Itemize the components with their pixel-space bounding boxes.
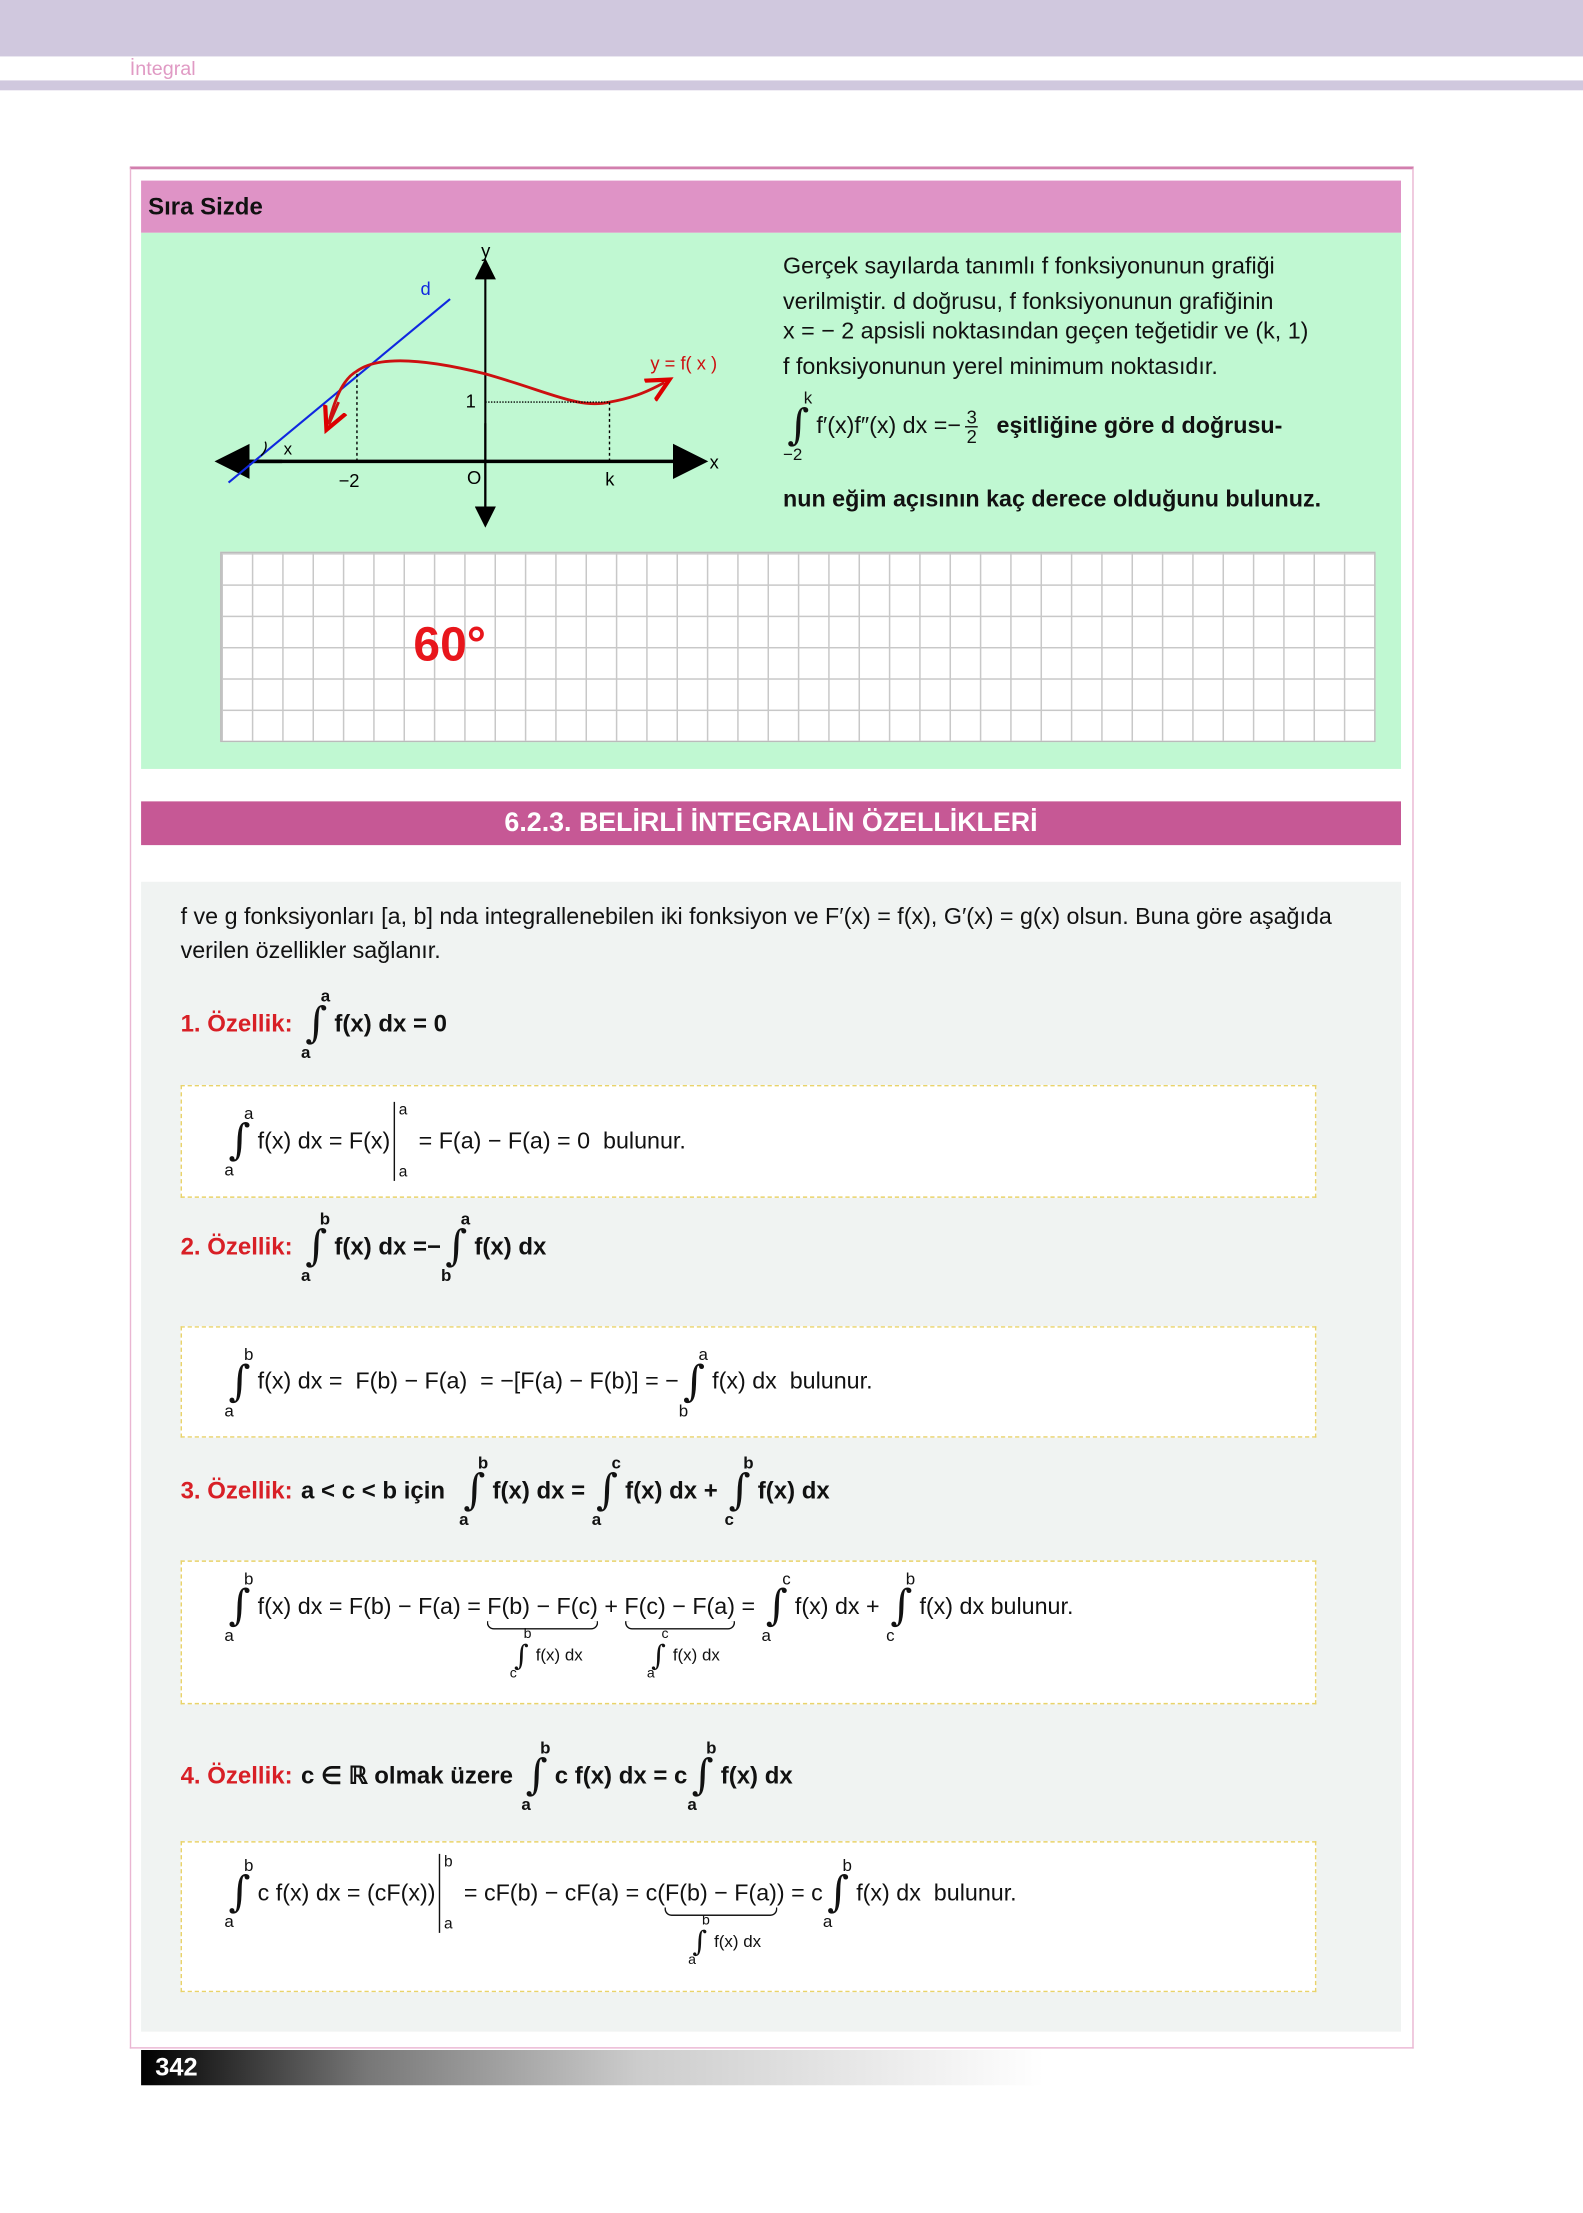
upper-limit: b — [743, 1453, 754, 1473]
page-footer — [141, 2050, 1044, 2085]
integral-sign — [459, 1453, 489, 1530]
math-text: ) = c — [776, 1879, 823, 1906]
integral-sign — [301, 1209, 331, 1286]
math-text: f(x) dx — [474, 1233, 547, 1260]
upper-limit: b — [701, 1912, 710, 1928]
math-text: = F(a) − F(a) = 0 bulunur. — [418, 1127, 686, 1154]
integral-sign — [224, 1568, 254, 1646]
integral-icon: ∫ — [728, 1465, 751, 1516]
upper-limit: b — [244, 1855, 254, 1876]
property-formula — [459, 1455, 830, 1528]
lower-limit: a — [521, 1794, 531, 1815]
integral-sign — [301, 986, 331, 1063]
math-text: f(x) dx — [720, 1762, 793, 1789]
question-integral-suffix: eşitliğine göre d doğrusu- — [996, 412, 1283, 439]
underbrace-annotation — [647, 1627, 720, 1681]
lower-limit: a — [224, 1911, 234, 1932]
lower-limit: a — [301, 1265, 311, 1286]
math-text: f(x) dx — [672, 1644, 720, 1665]
lower-limit: a — [688, 1951, 696, 1968]
underbrace-annotation — [688, 1914, 761, 1968]
math-text: f(x) dx = 0 — [334, 1010, 448, 1037]
question-line: Gerçek sayılarda tanımlı f fonksiyonunun grafiği — [783, 253, 1275, 280]
property-formula — [521, 1740, 792, 1813]
property-label: 3. Özellik: — [180, 1477, 293, 1504]
underbrace-annotation — [510, 1627, 583, 1681]
angle-arc — [261, 442, 266, 456]
lower-limit: a — [224, 1400, 234, 1421]
property-2-proof — [181, 1326, 1317, 1437]
y-axis-label: y — [481, 239, 491, 261]
integral-icon: ∫ — [890, 1581, 913, 1631]
math-text: c f(x) dx = c — [554, 1762, 688, 1789]
math-text: = cF(b) − cF(a) = c( — [463, 1879, 666, 1906]
upper-limit: a — [398, 1101, 408, 1119]
integral-sign — [646, 1626, 669, 1682]
math-text: f(x) dx bulunur. — [712, 1368, 873, 1394]
question-line: f fonksiyonunun yerel minimum noktasıdır. — [783, 354, 1218, 380]
upper-limit: a — [244, 1103, 254, 1124]
property-4-proof — [181, 1841, 1317, 1992]
lower-limit: a — [224, 1625, 234, 1646]
upper-limit: c — [782, 1568, 791, 1589]
math-text: F(b) − F(c) — [487, 1593, 598, 1619]
property-3-heading — [181, 1455, 830, 1528]
integral-sign — [509, 1626, 532, 1682]
integral-sign — [224, 1855, 254, 1932]
math-text: f(x) dx + — [625, 1477, 725, 1504]
section-intro: f ve g fonksiyonları [a, b] nda integrallenebilen iki fonksiyon ve F′(x) = f(x), G′(x) = g(x) olsun. Buna göre aşağıda verilen özellikler sağlanır. — [180, 904, 1332, 964]
integral-icon: ∫ — [692, 1923, 708, 1958]
property-1-proof — [181, 1085, 1317, 1198]
upper-limit: a — [460, 1209, 471, 1229]
lower-limit: a — [591, 1509, 602, 1530]
integral-icon: ∫ — [765, 1581, 788, 1631]
integral-icon: ∫ — [445, 1221, 468, 1272]
upper-limit: b — [244, 1568, 254, 1589]
question-last-line: nun eğim açısının kaç derece olduğunu bulunuz. — [783, 486, 1322, 513]
page-number: 342 — [155, 2052, 198, 2082]
property-formula — [301, 1211, 546, 1284]
property-label: 1. Özellik: — [180, 1010, 293, 1037]
math-text: f′(x)f″(x) dx =− — [816, 412, 961, 439]
tick-one: 1 — [465, 390, 476, 412]
integral-sign — [886, 1568, 916, 1646]
property-1-heading — [181, 988, 447, 1061]
integral-icon: ∫ — [682, 1356, 706, 1406]
math-text: f(x) dx bulunur. — [856, 1879, 1017, 1906]
chapter-title: İntegral — [129, 56, 196, 80]
math-text: f(x) dx — [757, 1477, 830, 1504]
question-integral — [783, 387, 1283, 465]
upper-limit: b — [540, 1738, 551, 1758]
math-text: f(x) dx — [535, 1644, 583, 1665]
integral-icon: ∫ — [513, 1637, 529, 1672]
integral-sign — [591, 1453, 621, 1530]
integral-sign — [441, 1209, 471, 1286]
lower-limit: a — [224, 1159, 234, 1180]
upper-limit: b — [706, 1738, 717, 1758]
integral-sign — [678, 1343, 708, 1421]
math-text: f(x) dx = F(x) — [257, 1127, 391, 1154]
integral-sign — [724, 1453, 754, 1530]
math-text: f(x) dx + — [794, 1593, 887, 1619]
integral-icon: ∫ — [228, 1581, 251, 1631]
integral-icon: ∫ — [228, 1867, 251, 1918]
proof-formula — [224, 1343, 873, 1421]
denominator: 2 — [966, 425, 977, 447]
tick-minus-two: −2 — [338, 469, 360, 491]
integral-sign — [521, 1738, 551, 1815]
function-curve — [329, 361, 665, 424]
lower-limit: a — [761, 1625, 771, 1646]
property-3-proof — [181, 1560, 1317, 1704]
integral-formula — [783, 387, 982, 465]
property-label: 4. Özellik: — [180, 1762, 293, 1789]
upper-limit: b — [319, 1209, 331, 1229]
math-text: F(c) − F(a) — [624, 1593, 735, 1619]
upper-limit: k — [803, 387, 813, 408]
integral-sign — [224, 1103, 254, 1180]
upper-limit: b — [443, 1853, 453, 1871]
property-2-heading — [181, 1211, 547, 1284]
tick-k: k — [605, 468, 615, 490]
answer-grid[interactable] — [220, 552, 1376, 742]
curve-label: y = f( x ) — [650, 352, 718, 374]
integral-sign — [687, 1738, 717, 1815]
math-text: c f(x) dx = (cF(x)) — [257, 1879, 436, 1906]
property-4-heading — [181, 1740, 793, 1813]
lower-limit: a — [443, 1915, 453, 1933]
math-text: F(b) − F(a) — [665, 1879, 777, 1906]
underbrace-group — [624, 1593, 735, 1682]
evaluation-bar — [393, 1102, 407, 1181]
math-text: f(x) dx bulunur. — [919, 1593, 1074, 1619]
upper-limit: b — [842, 1855, 852, 1876]
upper-limit: b — [523, 1626, 532, 1642]
numerator: 3 — [966, 405, 977, 427]
integral-icon: ∫ — [305, 1221, 328, 1272]
integral-icon: ∫ — [305, 998, 328, 1049]
question-line: x = − 2 apsisli noktasından geçen teğetidir ve (k, 1) — [783, 318, 1309, 345]
lower-limit: a — [687, 1794, 697, 1815]
sira-sizde-title: Sıra Sizde — [148, 193, 263, 221]
integral-icon: ∫ — [651, 1637, 666, 1672]
math-text: + — [597, 1593, 625, 1619]
section-title: 6.2.3. BELİRLİ İNTEGRALİN ÖZELLİKLERİ — [141, 801, 1401, 845]
integral-icon: ∫ — [525, 1750, 548, 1801]
lower-limit: a — [398, 1163, 408, 1181]
math-text: f(x) dx = F(b) − F(a) = — [257, 1593, 488, 1619]
proof-formula — [224, 1568, 1074, 1682]
proof-formula — [224, 1102, 686, 1181]
lower-limit: −2 — [783, 444, 803, 465]
property-condition: c ∈ ℝ olmak üzere — [301, 1762, 513, 1789]
answer-text: 60° — [413, 617, 486, 672]
upper-limit: b — [477, 1453, 489, 1473]
upper-limit: c — [661, 1626, 669, 1642]
lower-limit: a — [646, 1665, 655, 1682]
lower-limit: a — [459, 1509, 469, 1530]
integral-sign — [761, 1568, 791, 1646]
lower-limit: a — [301, 1042, 311, 1063]
integral-sign — [783, 387, 813, 465]
line-d-label: d — [420, 277, 431, 299]
integral-icon: ∫ — [827, 1867, 850, 1918]
property-condition: a < c < b için — [301, 1477, 446, 1504]
property-formula — [301, 988, 447, 1061]
math-text: f(x) dx = — [492, 1477, 592, 1504]
question-line: verilmiştir. d doğrusu, f fonksiyonunun grafiğinin — [783, 289, 1274, 315]
integral-icon: ∫ — [691, 1750, 714, 1801]
lower-limit: a — [822, 1911, 833, 1932]
integral-icon: ∫ — [228, 1356, 251, 1406]
integral-sign — [224, 1343, 254, 1421]
integral-sign — [822, 1855, 852, 1932]
x-axis-label: x — [709, 451, 719, 473]
math-text: f(x) dx = F(b) − F(a) = −[F(a) − F(b)] = − — [257, 1368, 679, 1394]
lower-limit: c — [509, 1665, 517, 1682]
proof-formula — [224, 1853, 1017, 1968]
math-text: f(x) dx — [714, 1930, 762, 1951]
property-label: 2. Özellik: — [180, 1233, 293, 1260]
math-text: = — [734, 1593, 762, 1619]
upper-limit: a — [698, 1343, 708, 1364]
origin-label: O — [466, 466, 482, 488]
upper-limit: a — [320, 986, 331, 1006]
lower-limit: b — [441, 1265, 452, 1286]
math-text: f(x) dx =− — [334, 1233, 442, 1260]
integral-icon: ∫ — [228, 1115, 251, 1166]
evaluation-bar — [438, 1854, 452, 1933]
underbrace-group — [487, 1593, 598, 1682]
upper-limit: b — [244, 1343, 254, 1364]
integral-icon: ∫ — [463, 1465, 486, 1516]
lower-limit: c — [724, 1509, 734, 1530]
integral-icon: ∫ — [787, 400, 810, 451]
underbrace-group — [665, 1879, 777, 1968]
angle-label: x — [283, 439, 293, 459]
fraction — [965, 407, 978, 445]
lower-limit: b — [678, 1400, 689, 1421]
upper-limit: c — [611, 1453, 621, 1473]
integral-icon: ∫ — [596, 1465, 619, 1516]
lower-limit: c — [886, 1625, 895, 1646]
upper-limit: b — [905, 1568, 916, 1589]
integral-sign — [688, 1912, 710, 1968]
